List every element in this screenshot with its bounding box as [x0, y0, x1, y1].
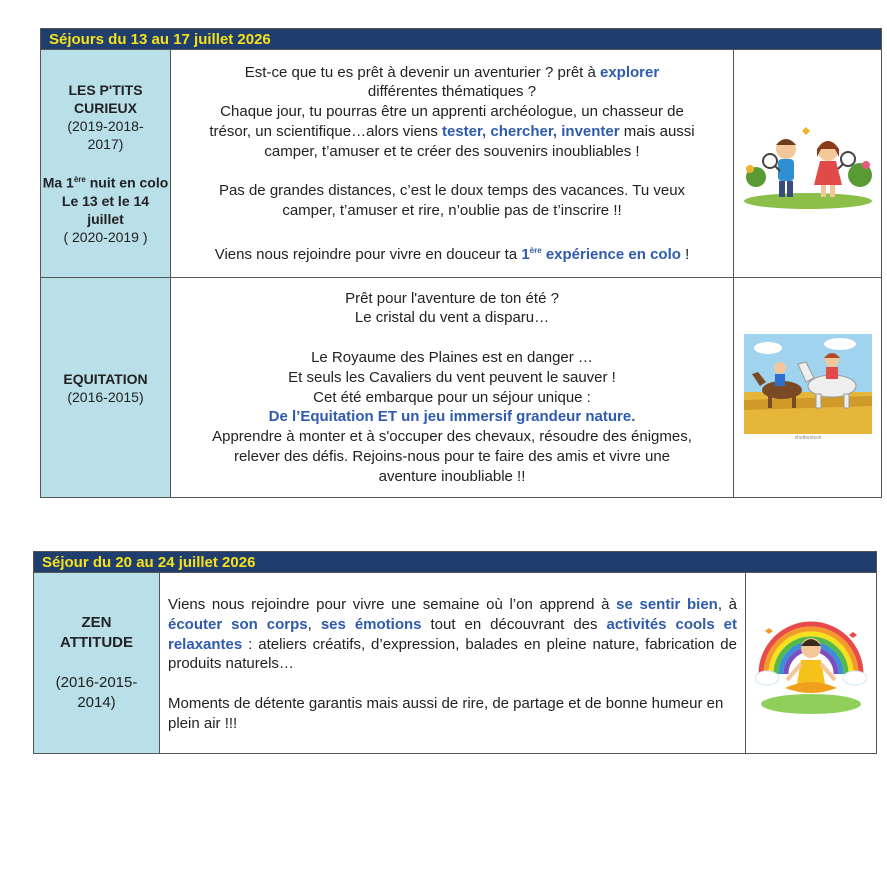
label-ptits-curieux	[41, 50, 171, 278]
label-equitation	[41, 278, 171, 498]
section2-table	[33, 551, 877, 754]
label-dates: Le 13 et le 14 juillet	[61, 192, 150, 227]
image-cell-horses	[734, 278, 882, 498]
section1-table	[40, 28, 882, 498]
children-explorers-illustration	[742, 119, 874, 209]
label-name: LES P'TITS CURIEUX	[68, 82, 143, 117]
svg-text:shutterstock: shutterstock	[794, 434, 821, 441]
description-equitation: Prêt pour l'aventure de ton été ? Le cristal du vent a disparu… Le Royaume des Plaines est en danger … Et seuls les Cavaliers du vent peuvent le sauver ! Cet été embarque pour un séjour unique : De l’Equitation ET un jeu immersif grandeur nature. Apprendre à monter et à s'occuper des chevaux, résoudre des énigmes, relever des défis. Rejoins-nous pour te faire des amis et vivre une aventure inoubliable !!	[171, 278, 734, 498]
horse-riding-children-illustration	[744, 334, 872, 442]
zen-paragraph-2: Moments de détente garantis mais aussi de rire, de partage et de bonne humeur en plein air !!!	[168, 694, 724, 732]
zen-meditation-rainbow-illustration	[755, 604, 867, 722]
label-sub-years: ( 2020-2019 )	[63, 228, 148, 245]
image-cell-explorers	[734, 50, 882, 278]
section2-title: Séjour du 20 au 24 juillet 2026	[34, 552, 877, 573]
image-cell-zen	[746, 573, 877, 754]
label-name: EQUITATION	[63, 370, 148, 387]
label-name: ZEN ATTITUDE	[59, 614, 134, 652]
description-zen-attitude	[160, 573, 746, 754]
label-years: (2016-2015-2014)	[55, 673, 138, 711]
zen-paragraph-1: Viens nous rejoindre pour vivre une semaine où l’on apprend à se sentir bien, à écouter son corps, ses émotions tout en découvrant des activités cools et relaxantes : ateliers créatifs, d’expression, balades en pleine nature, fabrication de produits naturels…	[168, 596, 737, 673]
section1-title: Séjours du 13 au 17 juillet 2026	[41, 29, 882, 50]
description-ptits-curieux: Est-ce que tu es prêt à devenir un aventurier ? prêt à explorer différentes thématiques ? Chaque jour, tu pourras être un apprenti archéologue, un chasseur de trésor, un scientifique…alors viens tester, chercher, inventer mais aussi camper, t’amuser et te créer des souvenirs inoubliables ! Pas de grandes distances, c’est le doux temps des vacances. Tu veux camper, t’amuser et rire, n’oublie pas de t’inscrire !! Viens nous rejoindre pour vivre en douceur ta 1ère expérience en colo !	[171, 50, 734, 278]
label-sub: Ma 1ère nuit en colo	[42, 174, 169, 191]
label-years: (2019-2018-2017)	[67, 118, 144, 153]
label-years: (2016-2015)	[67, 388, 144, 405]
label-zen-attitude	[34, 573, 160, 754]
